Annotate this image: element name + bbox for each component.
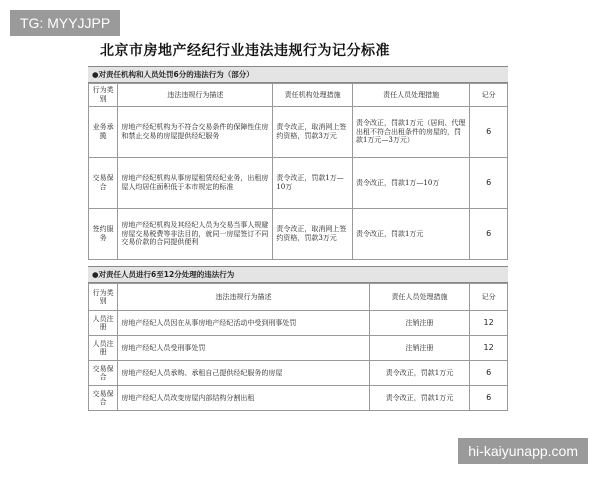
table-row: [89, 106, 508, 157]
cell-score: 12: [470, 311, 508, 336]
scoring-document: [88, 66, 508, 411]
col-header-desc: 违法违规行为描述: [118, 84, 273, 107]
cell-type: 交易保合: [89, 157, 118, 208]
col-header-type: 行为类别: [89, 284, 118, 311]
cell-desc: 房地产经纪机构及其经纪人员为交易当事人规避房屋交易税费等非法目的，就同一房屋签订不同交易价款的合同提供便利: [118, 208, 273, 259]
cell-person: 责令改正，罚款1万元（居间、代理出租不符合出租条件的房屋的，罚款1万元—3万元）: [352, 106, 469, 157]
cell-score: 6: [470, 157, 508, 208]
cell-score: 6: [470, 106, 508, 157]
col-header-score: 记分: [470, 284, 508, 311]
cell-person: 注销注册: [369, 336, 470, 361]
table-row: [89, 336, 508, 361]
col-header-person: 责任人员处理措施: [352, 84, 469, 107]
table-header-row: [89, 84, 508, 107]
cell-person: 注销注册: [369, 311, 470, 336]
site-watermark: hi-kaiyunapp.com: [458, 438, 588, 464]
cell-desc: 房地产经纪人员因在从事房地产经纪活动中受到刑事处罚: [118, 311, 369, 336]
section2-heading: ●对责任人员进行6至12分处理的违法行为: [88, 266, 508, 283]
cell-desc: 房地产经纪人员受刑事处罚: [118, 336, 369, 361]
cell-score: 12: [470, 336, 508, 361]
cell-person: 责令改正，罚款1万元: [369, 361, 470, 386]
section1-heading: ●对责任机构和人员处罚6分的违法行为（部分）: [88, 66, 508, 83]
section2-table: [88, 283, 508, 411]
cell-desc: 房地产经纪人员承购、承租自己提供经纪服务的房屋: [118, 361, 369, 386]
cell-desc: 房地产经纪机构从事房屋租赁经纪业务，出租房屋人均居住面积低于本市规定的标准: [118, 157, 273, 208]
cell-org: 责令改正，取消网上签约资格，罚款3万元: [273, 106, 353, 157]
col-header-score: 记分: [470, 84, 508, 107]
col-header-type: 行为类别: [89, 84, 118, 107]
cell-type: 交易保合: [89, 386, 118, 411]
cell-desc: 房地产经纪人员改变房屋内部结构分割出租: [118, 386, 369, 411]
cell-person: 责令改正，罚款1万—10万: [352, 157, 469, 208]
cell-type: 业务承揽: [89, 106, 118, 157]
section1-table: [88, 83, 508, 260]
table-row: [89, 157, 508, 208]
table-header-row: [89, 284, 508, 311]
cell-type: 签约服务: [89, 208, 118, 259]
table-row: [89, 311, 508, 336]
cell-person: 责令改正，罚款1万元: [352, 208, 469, 259]
table-row: [89, 386, 508, 411]
col-header-org: 责任机构处理措施: [273, 84, 353, 107]
table-row: [89, 208, 508, 259]
cell-org: 责令改正，罚款1万—10万: [273, 157, 353, 208]
cell-org: 责令改正，取消网上签约资格，罚款3万元: [273, 208, 353, 259]
cell-score: 6: [470, 386, 508, 411]
cell-type: 人员注册: [89, 311, 118, 336]
table-row: [89, 361, 508, 386]
cell-type: 人员注册: [89, 336, 118, 361]
source-tag: TG: MYYJJPP: [10, 10, 120, 36]
col-header-desc: 违法违规行为描述: [118, 284, 369, 311]
cell-person: 责令改正，罚款1万元: [369, 386, 470, 411]
cell-type: 交易保合: [89, 361, 118, 386]
cell-score: 6: [470, 361, 508, 386]
cell-score: 6: [470, 208, 508, 259]
col-header-person: 责任人员处理措施: [369, 284, 470, 311]
cell-desc: 房地产经纪机构为不符合交易条件的保障性住房和禁止交易的房屋提供经纪服务: [118, 106, 273, 157]
document-title: 北京市房地产经纪行业违法违规行为记分标准: [100, 43, 390, 59]
